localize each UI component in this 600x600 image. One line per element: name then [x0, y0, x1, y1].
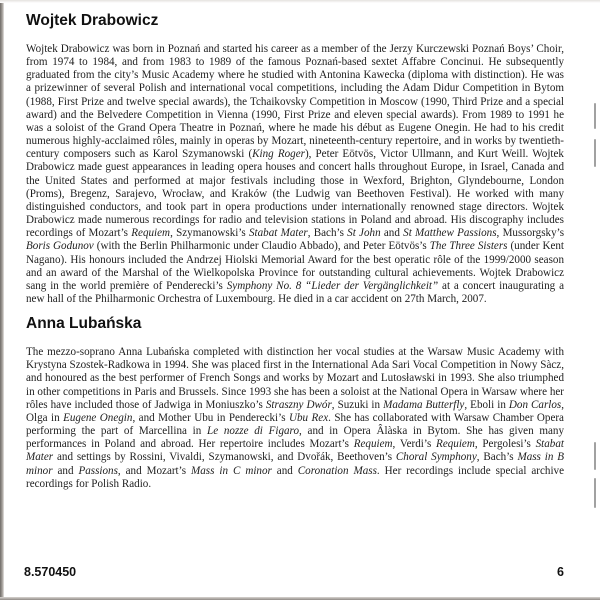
work-title: Ubu Rex	[288, 411, 329, 424]
bio-paragraph: Wojtek Drabowicz was born in Poznań and started his career as a member of the Jerzy Kurczewski Poznań Boys’ Choir, from 1974 to 1984, and from 1983 to 1989 of the famous Poznań-based sextet Affabre Concinui. He subsequently graduated from the city’s Music Academy where he studied with Antonina Kawecka (diploma with distinction). He was a prizewinner of several Polish and international vocal competitions, including the Adam Didur Competition in Bytom (1988, First Prize and twelve special awards), the Tchaikovsky Competition in Moscow (1990, Third Prize and a special award) and the Belvedere Competition in Vienna (1990, First Prize and eleven special awards). From 1989 to 1991 he was a soloist of the Grand Opera Theatre in Poznań, where he made his début as Eugene Onegin. He had to his credit numerous highly-acclaimed rôles, mainly in operas by Mozart, nineteenth-century repertoire, and in works by twentieth-century composers such as Karol Szymanowski (King Roger), Peter Eötvös, Victor Ullmann, and Kurt Weill. Wojtek Drabowicz made guest appearances in leading opera houses and concert halls throughout Europe, in Israel, Canada and the United States and performed at major festivals including those in Wexford, Brighton, Glyndebourne, London (Proms), Bregenz, Sarajevo, Wrocław, and Kraków (the Ludwig van Beethoven Festival). He worked with many distinguished conductors, and took part in opera productions under internationally renowned stage directors. Wojtek Drabowicz made numerous recordings for radio and television stations in Poland and abroad. His discography includes recordings of Mozart’s Requiem, Szymanowski’s Stabat Mater, Bach’s St John and St Matthew Passions, Mussorgsky’s Boris Godunov (with the Berlin Philharmonic under Claudio Abbado), and Peter Eötvös’s The Three Sisters (under Kent Nagano). His honours included the Andrzej Hiolski Memorial Award for the best operatic rôle of the 1999/2000 season and an award of the Marshal of the Wielkopolska Province for outstanding cultural achievements. Wojtek Drabowicz sang in the world première of Penderecki’s Symphony No. 8 “Lieder der Vergänglichkeit” at a concert inaugurating a new hall of the Philharmonic Orchestra of Luxembourg. He died in a car accident on 27th March, 2007.	[26, 43, 565, 305]
work-title: Straszny Dwór	[265, 398, 332, 411]
work-title: Stabat Mater	[248, 227, 308, 240]
work-title: Madama Butterfly	[383, 398, 465, 411]
work-title: Le nozze di Figaro	[207, 425, 300, 438]
work-title: Don Carlos	[508, 398, 562, 411]
bio-section-drabowicz	[26, 12, 564, 306]
work-title: Passions	[78, 464, 118, 477]
work-title: Symphony No. 8 “Lieder der Vergänglichkeit”	[226, 279, 439, 292]
staple-mark	[594, 139, 596, 167]
work-title: Requiem	[131, 227, 171, 240]
work-title: Choral Symphony	[395, 451, 477, 464]
work-title: Mass in B minor	[26, 451, 564, 477]
staple-mark	[594, 103, 596, 129]
staple-mark	[594, 478, 596, 508]
work-title: Boris Godunov	[26, 240, 94, 253]
work-title: Stabat Mater	[26, 438, 564, 464]
catalog-number: 8.570450	[24, 565, 77, 579]
bio-section-lubanska	[26, 315, 564, 491]
booklet-page	[26, 12, 564, 491]
work-title: Eugene Onegin	[63, 411, 133, 424]
bio-paragraph: The mezzo-soprano Anna Lubańska completed with distinction her vocal studies at the Warsaw Music Academy with Krystyna Szostek-Radkowa in 1994. She was placed first in the International Ada Sari Vocal Competition in Nowy Sàcz, and honoured as the best performer of French Songs and works by Mozart and Lutosławski in 1993. She also triumphed in other competitions in Paris and Brussels. Since 1993 she has been a soloist at the National Opera in Warsaw where her rôles have included those of Jadwiga in Moniuszko’s Straszny Dwór, Suzuki in Madama Butterfly, Eboli in Don Carlos, Olga in Eugene Onegin, and Mother Ubu in Penderecki’s Ubu Rex. She has collaborated with Warsaw Chamber Opera performing the part of Marcellina in Le nozze di Figaro, and in Opera Âlàska in Bytom. She has given many performances in Poland and abroad. Her repertoire includes Mozart’s Requiem, Verdi’s Requiem, Pergolesi’s Stabat Mater and settings by Rossini, Vivaldi, Szymanowski, and Dvořák, Beethoven’s Choral Symphony, Bach’s Mass in B minor and Passions, and Mozart’s Mass in C minor and Coronation Mass. Her recordings include special archive recordings for Polish Radio.	[26, 346, 565, 490]
work-title: St Matthew Passions	[403, 227, 497, 240]
work-title: Requiem	[436, 438, 475, 451]
work-title: Requiem	[353, 438, 393, 451]
page-number: 6	[557, 565, 564, 579]
page-top-edge	[0, 0, 600, 3]
work-title: King Roger	[252, 148, 305, 161]
section-heading: Anna Lubańska	[26, 315, 142, 333]
booklet-spine-edge	[0, 0, 4, 600]
work-title: Mass in C minor	[191, 464, 272, 477]
work-title: Coronation Mass	[297, 464, 377, 477]
work-title: The Three Sisters	[429, 240, 508, 253]
section-heading: Wojtek Drabowicz	[26, 12, 159, 29]
staple-mark	[594, 442, 596, 470]
work-title: St John	[347, 227, 381, 240]
